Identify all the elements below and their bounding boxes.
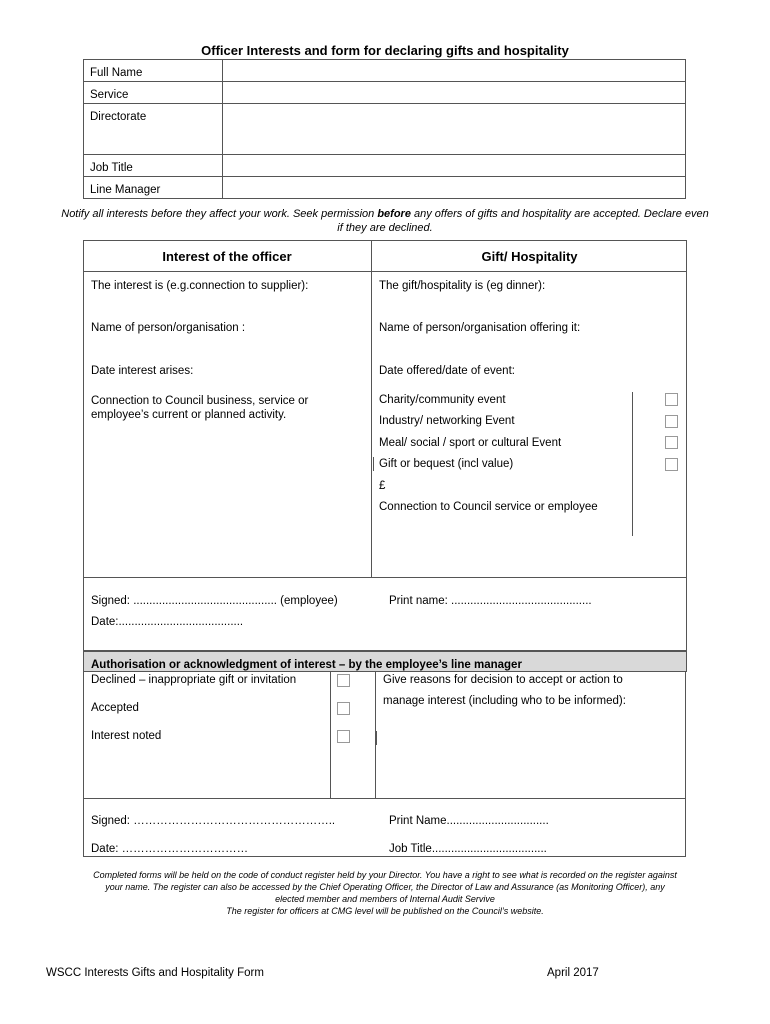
interest-date-label: Date interest arises: xyxy=(91,365,194,377)
register-note-line: Completed forms will be held on the code of conduct register held by your Director. You have a right to see what is recorded on the register against xyxy=(93,870,677,880)
register-note-line: your name. The register can also be accessed by the Chief Operating Officer, the Director of Law and Assurance (as Monitoring Officer), any xyxy=(105,882,665,892)
gift-heading: Gift/ Hospitality xyxy=(481,249,578,264)
notice-emphasis: before xyxy=(377,208,411,220)
column-divider xyxy=(371,240,372,578)
line-manager-label: Line Manager xyxy=(84,177,223,199)
register-note-line: elected member and members of Internal Audit Servive xyxy=(275,894,495,904)
footer-date: April 2017 xyxy=(547,967,599,979)
manager-job-title-line: Job Title.................................... xyxy=(389,843,547,855)
gift-option-label: Charity/community event xyxy=(379,394,506,406)
interest-person-label: Name of person/organisation : xyxy=(91,322,246,334)
register-note-line: The register for officers at CMG level will be published on the Council’s website. xyxy=(226,906,544,916)
charity-event-checkbox[interactable] xyxy=(665,393,678,406)
notice-part-1: Notify all interests before they affect your work. Seek permission xyxy=(61,208,378,220)
employee-print-name-line: Print name: ............................................ xyxy=(389,595,592,607)
text-cursor-mark xyxy=(376,731,377,745)
gift-option-label: Gift or bequest (incl value) xyxy=(379,458,514,470)
reasons-label-line-1: Give reasons for decision to accept or action to xyxy=(383,674,623,686)
job-title-label: Job Title xyxy=(84,155,223,177)
interest-is-label: The interest is (e.g.connection to supplier): xyxy=(91,280,309,292)
accepted-checkbox[interactable] xyxy=(337,702,350,715)
gift-option-label: Meal/ social / sport or cultural Event xyxy=(379,437,562,449)
gift-date-label: Date offered/date of event: xyxy=(379,365,515,377)
gift-is-label: The gift/hospitality is (eg dinner): xyxy=(379,280,546,292)
footer-form-name: WSCC Interests Gifts and Hospitality Form xyxy=(46,967,264,979)
notice-text xyxy=(60,207,710,235)
employee-signed-line: Signed: ............................................. (employee) xyxy=(91,595,338,607)
notice-part-2: any offers of gifts and hospitality are accepted. Declare even if they are declined. xyxy=(337,208,709,234)
declined-checkbox[interactable] xyxy=(337,674,350,687)
manager-print-name-line: Print Name................................ xyxy=(389,815,549,827)
signature-divider xyxy=(83,577,687,578)
gift-bequest-checkbox[interactable] xyxy=(665,458,678,471)
accepted-label: Accepted xyxy=(91,702,139,714)
gift-option-label: Industry/ networking Event xyxy=(379,415,515,427)
full-name-field[interactable] xyxy=(223,60,686,82)
interest-noted-checkbox[interactable] xyxy=(337,730,350,743)
service-label: Service xyxy=(84,82,223,104)
manager-signed-line: Signed: …………………………………………….. xyxy=(91,815,336,827)
auth-signature-divider xyxy=(83,798,686,799)
gift-options-divider xyxy=(632,392,633,536)
text-cursor-mark xyxy=(373,457,374,471)
job-title-field[interactable] xyxy=(223,155,686,177)
meal-social-checkbox[interactable] xyxy=(665,436,678,449)
header-divider xyxy=(83,271,687,272)
officer-details-table xyxy=(83,59,686,199)
networking-event-checkbox[interactable] xyxy=(665,415,678,428)
interest-connection-label: Connection to Council business, service or employee’s current or planned activity. xyxy=(91,395,309,421)
gift-person-label: Name of person/organisation offering it: xyxy=(379,322,581,334)
interest-noted-label: Interest noted xyxy=(91,730,162,742)
directorate-field[interactable] xyxy=(223,104,686,155)
service-field[interactable] xyxy=(223,82,686,104)
manager-date-line: Date: …………………………… xyxy=(91,843,249,855)
directorate-label: Directorate xyxy=(84,104,223,155)
auth-options-divider xyxy=(330,671,331,798)
employee-date-line: Date:....................................... xyxy=(91,616,244,628)
reasons-label-line-2: manage interest (including who to be informed): xyxy=(383,695,626,707)
interest-heading: Interest of the officer xyxy=(162,249,292,264)
declined-label: Declined – inappropriate gift or invitation xyxy=(91,674,297,686)
page-title: Officer Interests and form for declaring gifts and hospitality xyxy=(201,43,569,58)
line-manager-field[interactable] xyxy=(223,177,686,199)
full-name-label: Full Name xyxy=(84,60,223,82)
register-note xyxy=(30,869,740,917)
gift-connection-label: Connection to Council service or employee xyxy=(379,501,598,513)
pound-label: £ xyxy=(379,480,386,492)
authorisation-heading: Authorisation or acknowledgment of interest – by the employee’s line manager xyxy=(91,659,522,671)
